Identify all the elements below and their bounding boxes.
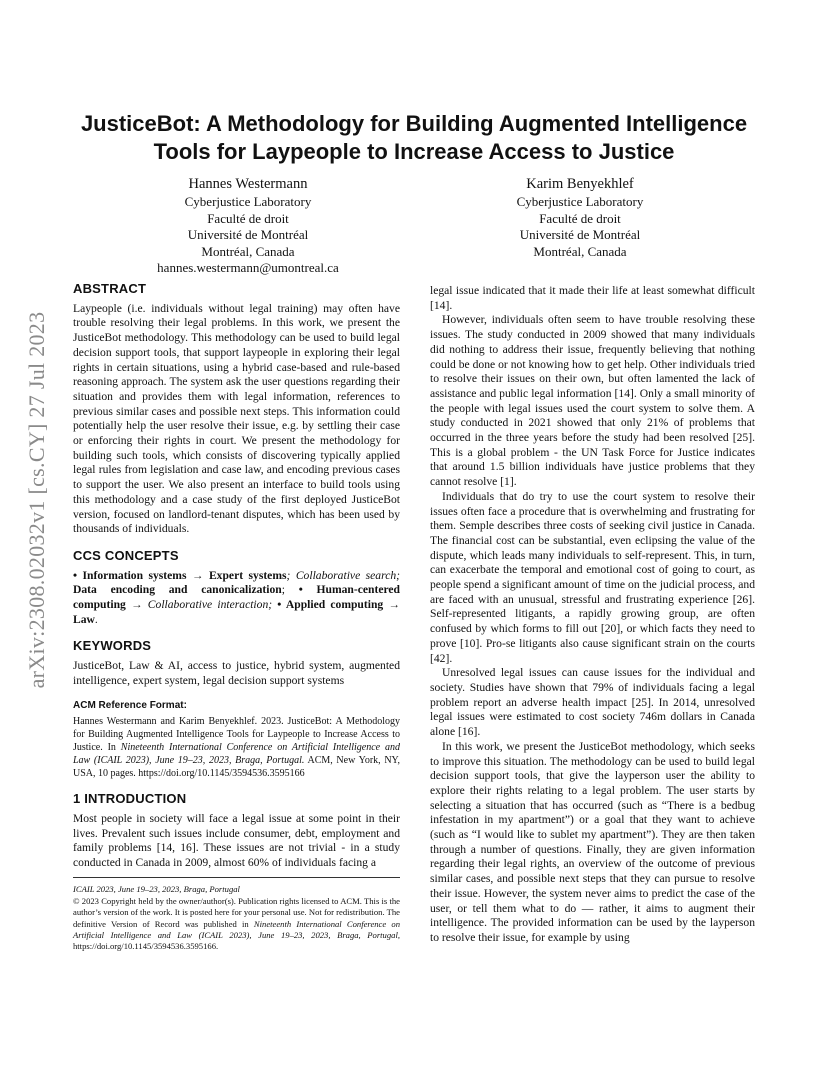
author-block-2 (455, 174, 705, 260)
body-paragraph: Unresolved legal issues can cause issues for the individual and society. Studies have shown that 79% of individuals facing a legal problem report an adverse health impact [25]. In 2014, unresolved legal issues were estimated to cost society 746m dollars in Canada alone [16]. (430, 666, 755, 739)
author-block-1 (128, 174, 368, 277)
author-affiliation: Montréal, Canada (533, 243, 627, 259)
author-affiliation: Cyberjustice Laboratory (516, 194, 644, 209)
acm-reference-part: Hannes Westermann and Karim Benyekhlef. 2023. JusticeBot: A Methodology for Building Augmented Intelligence Tools for Laypeople to Increase Access to Justice. In (73, 716, 400, 754)
author-affiliation: Faculté de droit (539, 210, 621, 226)
paper-title (60, 110, 768, 166)
author-affiliation: Cyberjustice Laboratory (184, 194, 312, 209)
footnote-rule (73, 877, 400, 878)
title-line-1: JusticeBot: A Methodology for Building Augmented Intelligence (80, 111, 748, 136)
footnote (73, 884, 400, 953)
ccs-concept: • Applied computing → Law (73, 598, 400, 626)
author-name: Hannes Westermann (188, 176, 308, 192)
author-email: hannes.westermann@umontreal.ca (157, 260, 339, 275)
body-paragraph: legal issue indicated that it made their life at least somewhat difficult [14]. (430, 284, 755, 312)
ccs-concept-detail: → Collaborative interaction; (125, 598, 278, 612)
introduction-heading: 1 INTRODUCTION (73, 791, 187, 807)
ccs-concept-detail: ; Collaborative search; (286, 568, 400, 582)
ccs-heading: CCS CONCEPTS (73, 547, 179, 563)
left-column (73, 282, 400, 871)
footnote-venue: ICAIL 2023, June 19–23, 2023, Braga, Portugal (73, 884, 240, 894)
author-affiliation: Faculté de droit (207, 210, 289, 226)
author-affiliation: Université de Montréal (519, 227, 641, 242)
introduction-text: Most people in society will face a legal issue at some point in their lives. Prevalent such issues include consumer, debt, employment and family problems [14, 16]. These issues are not trivial - in a study conducted in Canada in 2009, almost 60% of individuals facing a (73, 811, 400, 870)
abstract-heading: ABSTRACT (73, 281, 147, 296)
ccs-text (73, 569, 400, 628)
body-paragraph: In this work, we present the JusticeBot methodology, which seeks to improve this situation. The methodology can be used to build legal decision support tools, that give the layperson user the ability to explore their rights relating to a legal problem. The user starts by selecting a situation that has occurred (such as “There is a bedbug infestation in my apartment”) or a goal that they want to achieve (such as “I would like to sublet my apartment”). They are then taken through a number of questions. Finally, they are given information regarding their legal rights, an overview of the outcome of previous similar cases, and possible next steps that they can pursue to resolve their issue. However, the system never aims to predict the case of the user, or tell them what to do — rather, it aims to augment their intelligence. The provided information can be used by the layperson to resolve their issue, for example by using (430, 739, 755, 944)
ccs-concept: • Information systems → Expert systems (73, 568, 287, 582)
abstract-text: Laypeople (i.e. individuals without legal training) may often have trouble resolving their legal problems. In this work, we present the JusticeBot methodology. This methodology can be used to build legal decision support tools, that support laypeople in exploring their legal rights in certain situations, using a hybrid case-based and rule-based reasoning approach. The system ask the user questions regarding their situation and provides them with legal information, references to previous similar cases and possible next steps. This information could potentially help the user resolve their issue, e.g. by settling their case or enforcing their rights in court. We present the methodology for building such tools, which consists of discovering typically applied legal rules from legislation and case law, and encoding previous cases to support the user. We also present an interface to build tools using this methodology and a case study of the first deployed JusticeBot version, focused on landlord-tenant disputes, which has been used by thousands of individuals. (73, 301, 400, 536)
keywords-heading: KEYWORDS (73, 638, 152, 654)
footnote-copyright (73, 896, 400, 952)
title-line-2: Tools for Laypeople to Increase Access to Justice (153, 139, 675, 164)
footnote-copyright-part: , https://doi.org/10.1145/3594536.3595166. (73, 929, 400, 952)
body-paragraph: Individuals that do try to use the court system to resolve their issues often face a procedure that is overwhelming and frustrating for them. Semple describes three costs of seeking civil justice in Canada. The financial cost can be substantial, even eclipsing the value of the dispute, which leads many individuals to self-represent. This, in turn, can exacerbate the temporal and emotional cost of going to court, as people spend a significant amount of time on the judicial process, and are faced with an unusual, stressful and frustrating experience [26]. Self-represented litigants, a rapidly growing group, are often confused by which forms to fill out [20], or which facts they need to prove [10]. Pro-se litigants also cause significant strain on the courts [42]. (430, 489, 755, 665)
arxiv-stamp-text: arXiv:2308.02032v1 [cs.CY] 27 Jul 2023 (24, 311, 49, 689)
ccs-separator: . (94, 612, 98, 626)
footnote-copyright-venue: Nineteenth International Conference on Artificial Intelligence and Law (ICAIL 2023), June 19–23, 2023, Braga, Portugal (73, 918, 400, 940)
right-column (430, 284, 755, 946)
acm-reference-text (73, 715, 400, 780)
author-affiliation: Université de Montréal (187, 227, 309, 242)
arxiv-stamp (22, 300, 52, 700)
body-paragraph: However, individuals often seem to have trouble resolving these issues. The study conducted in 2009 showed that many individuals did nothing to address their issue, frequently believing that nothing could be done or not knowing how to get help. Other individuals tried to resolve their issues on their own, but often lamented the lack of assistance and public legal information [14]. Only a small minority of the people with legal issues used the court system to solve them. A study conducted in 2021 showed that only 21% of problems that occurred in the three years before the study had been resolved [25]. This is a global problem - the UN Task Force for Justice indicates that around 1.5 billion individuals have justice problems that they cannot resolve [1]. (430, 313, 755, 489)
acm-reference-venue: Nineteenth International Conference on Artificial Intelligence and Law (ICAIL 2023), June 19–23, 2023, Braga, Portugal. (73, 742, 400, 767)
acm-reference-heading: ACM Reference Format: (73, 699, 187, 711)
ccs-concept: • Human-centered computing (73, 583, 400, 612)
author-affiliation: Montréal, Canada (201, 243, 295, 259)
footnote-copyright-part: © 2023 Copyright held by the owner/author(s). Publication rights licensed to ACM. This is the author’s version of the work. It is posted here for your personal use. Not for redistribution. The definitive Version of Record was published in (73, 896, 400, 929)
acm-reference-part: ACM, New York, NY, USA, 10 pages. https://doi.org/10.1145/3594536.3595166 (73, 755, 400, 780)
ccs-separator: ; (281, 583, 299, 597)
author-name: Karim Benyekhlef (526, 176, 634, 192)
ccs-concept: Data encoding and canonicalization (73, 583, 282, 597)
keywords-text: JusticeBot, Law & AI, access to justice, hybrid system, augmented intelligence, expert system, legal decision support systems (73, 659, 400, 687)
